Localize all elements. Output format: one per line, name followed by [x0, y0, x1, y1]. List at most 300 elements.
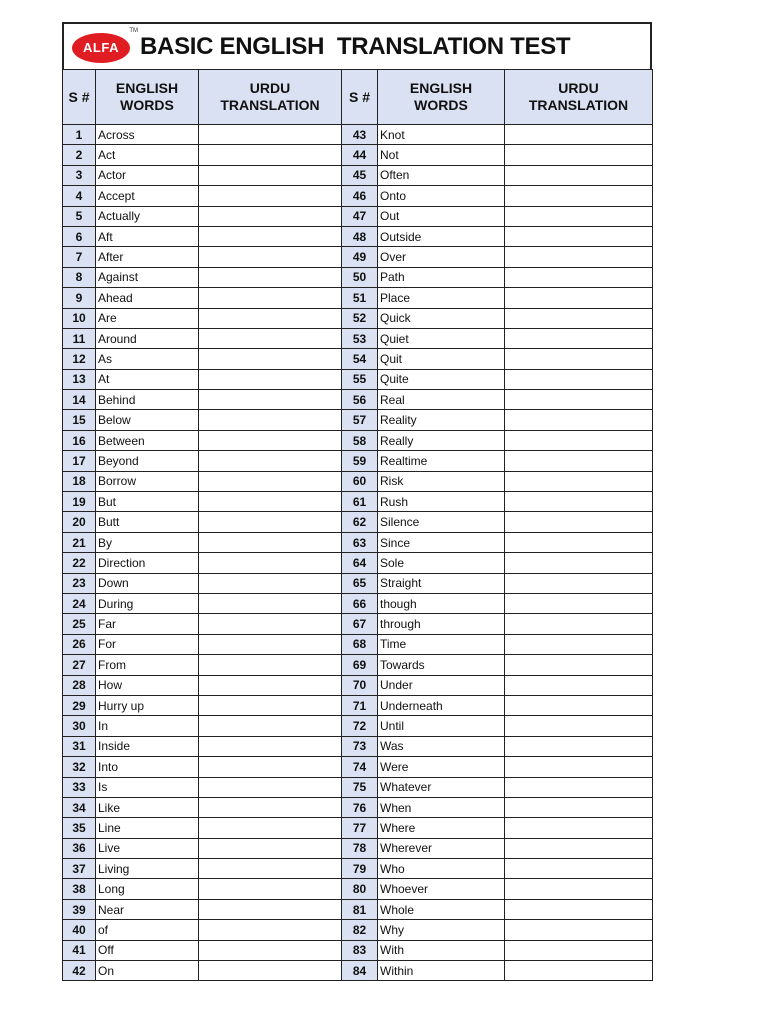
english-word-cell: When [378, 797, 505, 817]
english-word-cell: Whole [378, 899, 505, 919]
urdu-translation-cell[interactable] [199, 736, 342, 756]
serial-number-cell: 20 [63, 512, 96, 532]
english-word-cell: Into [96, 757, 199, 777]
english-word-cell: Against [96, 267, 199, 287]
header-urdu-left [199, 70, 342, 125]
serial-number-cell: 42 [63, 961, 96, 981]
serial-number-cell: 51 [342, 288, 378, 308]
serial-number-cell: 41 [63, 940, 96, 960]
header-english-line-1: ENGLISH [115, 80, 179, 96]
english-word-cell: Around [96, 328, 199, 348]
serial-number-cell: 47 [342, 206, 378, 226]
logo-trademark: TM [129, 27, 138, 34]
urdu-translation-cell[interactable] [199, 451, 342, 471]
english-word-cell: By [96, 532, 199, 552]
table-row [63, 492, 653, 512]
serial-number-cell: 39 [63, 899, 96, 919]
english-word-cell: Really [378, 430, 505, 450]
serial-number-cell: 15 [63, 410, 96, 430]
serial-number-cell: 60 [342, 471, 378, 491]
serial-number-cell: 17 [63, 451, 96, 471]
english-word-cell: Aft [96, 226, 199, 246]
header-urdu-line-1: URDU [558, 80, 599, 96]
title-bar [62, 22, 652, 69]
table-row [63, 797, 653, 817]
english-word-cell: With [378, 940, 505, 960]
urdu-translation-cell[interactable] [505, 675, 653, 695]
urdu-translation-cell[interactable] [505, 716, 653, 736]
english-word-cell: For [96, 634, 199, 654]
serial-number-cell: 5 [63, 206, 96, 226]
table-row [63, 288, 653, 308]
english-word-cell: Are [96, 308, 199, 328]
english-word-cell: Accept [96, 186, 199, 206]
english-word-cell: Quit [378, 349, 505, 369]
serial-number-cell: 62 [342, 512, 378, 532]
serial-number-cell: 63 [342, 532, 378, 552]
serial-number-cell: 29 [63, 695, 96, 715]
urdu-translation-cell[interactable] [505, 940, 653, 960]
urdu-translation-cell[interactable] [199, 492, 342, 512]
serial-number-cell: 24 [63, 593, 96, 613]
table-row [63, 675, 653, 695]
serial-number-cell: 73 [342, 736, 378, 756]
header-urdu-line-2: TRANSLATION [528, 97, 629, 113]
english-word-cell: Like [96, 797, 199, 817]
serial-number-cell: 58 [342, 430, 378, 450]
urdu-translation-cell[interactable] [199, 695, 342, 715]
serial-number-cell: 81 [342, 899, 378, 919]
english-word-cell: Knot [378, 125, 505, 145]
header-sn-left: S # [63, 70, 96, 125]
header-english-right [378, 70, 505, 125]
urdu-translation-cell[interactable] [199, 553, 342, 573]
urdu-translation-cell[interactable] [199, 186, 342, 206]
english-word-cell: though [378, 593, 505, 613]
header-english-line-2: WORDS [414, 97, 468, 113]
english-word-cell: Under [378, 675, 505, 695]
urdu-translation-cell[interactable] [199, 165, 342, 185]
english-word-cell: Beyond [96, 451, 199, 471]
serial-number-cell: 21 [63, 532, 96, 552]
urdu-translation-cell[interactable] [199, 206, 342, 226]
serial-number-cell: 43 [342, 125, 378, 145]
table-row [63, 634, 653, 654]
table-row [63, 328, 653, 348]
english-word-cell: Not [378, 145, 505, 165]
english-word-cell: Behind [96, 390, 199, 410]
urdu-translation-cell[interactable] [505, 757, 653, 777]
serial-number-cell: 77 [342, 818, 378, 838]
urdu-translation-cell[interactable] [505, 288, 653, 308]
serial-number-cell: 28 [63, 675, 96, 695]
header-sn-right: S # [342, 70, 378, 125]
table-row [63, 614, 653, 634]
table-row [63, 553, 653, 573]
urdu-translation-cell[interactable] [199, 349, 342, 369]
english-word-cell: After [96, 247, 199, 267]
table-row [63, 818, 653, 838]
table-row [63, 226, 653, 246]
table-row [63, 736, 653, 756]
english-word-cell: Outside [378, 226, 505, 246]
table-row [63, 247, 653, 267]
serial-number-cell: 22 [63, 553, 96, 573]
serial-number-cell: 84 [342, 961, 378, 981]
english-word-cell: Reality [378, 410, 505, 430]
english-word-cell: Between [96, 430, 199, 450]
table-row [63, 186, 653, 206]
table-row [63, 267, 653, 287]
table-row [63, 716, 653, 736]
serial-number-cell: 32 [63, 757, 96, 777]
english-word-cell: Within [378, 961, 505, 981]
urdu-translation-cell[interactable] [505, 267, 653, 287]
english-word-cell: In [96, 716, 199, 736]
serial-number-cell: 48 [342, 226, 378, 246]
urdu-translation-cell[interactable] [199, 879, 342, 899]
urdu-translation-cell[interactable] [199, 614, 342, 634]
table-row [63, 471, 653, 491]
english-word-cell: Place [378, 288, 505, 308]
english-word-cell: Inside [96, 736, 199, 756]
urdu-translation-cell[interactable] [199, 430, 342, 450]
table-header-row [63, 70, 653, 125]
header-english-line-1: ENGLISH [409, 80, 473, 96]
urdu-translation-cell[interactable] [199, 716, 342, 736]
table-row [63, 125, 653, 145]
english-word-cell: Living [96, 859, 199, 879]
urdu-translation-cell[interactable] [199, 369, 342, 389]
urdu-translation-cell[interactable] [199, 328, 342, 348]
table-row [63, 899, 653, 919]
urdu-translation-cell[interactable] [505, 125, 653, 145]
english-word-cell: Onto [378, 186, 505, 206]
english-word-cell: Quite [378, 369, 505, 389]
serial-number-cell: 83 [342, 940, 378, 960]
serial-number-cell: 27 [63, 655, 96, 675]
serial-number-cell: 68 [342, 634, 378, 654]
urdu-translation-cell[interactable] [199, 247, 342, 267]
english-word-cell: Line [96, 818, 199, 838]
serial-number-cell: 13 [63, 369, 96, 389]
urdu-translation-cell[interactable] [505, 614, 653, 634]
english-word-cell: Quick [378, 308, 505, 328]
urdu-translation-cell[interactable] [505, 573, 653, 593]
english-word-cell: Often [378, 165, 505, 185]
page-title: BASIC ENGLISH TRANSLATION TEST [140, 32, 571, 60]
serial-number-cell: 44 [342, 145, 378, 165]
urdu-translation-cell[interactable] [505, 879, 653, 899]
urdu-translation-cell[interactable] [505, 553, 653, 573]
serial-number-cell: 54 [342, 349, 378, 369]
serial-number-cell: 31 [63, 736, 96, 756]
urdu-translation-cell[interactable] [505, 247, 653, 267]
serial-number-cell: 19 [63, 492, 96, 512]
english-word-cell: Silence [378, 512, 505, 532]
urdu-translation-cell[interactable] [505, 226, 653, 246]
serial-number-cell: 1 [63, 125, 96, 145]
serial-number-cell: 82 [342, 920, 378, 940]
urdu-translation-cell[interactable] [505, 369, 653, 389]
english-word-cell: Far [96, 614, 199, 634]
serial-number-cell: 35 [63, 818, 96, 838]
urdu-translation-cell[interactable] [505, 859, 653, 879]
urdu-translation-cell[interactable] [505, 961, 653, 981]
urdu-translation-cell[interactable] [199, 634, 342, 654]
serial-number-cell: 59 [342, 451, 378, 471]
urdu-translation-cell[interactable] [505, 165, 653, 185]
english-word-cell: of [96, 920, 199, 940]
serial-number-cell: 65 [342, 573, 378, 593]
serial-number-cell: 74 [342, 757, 378, 777]
urdu-translation-cell[interactable] [199, 818, 342, 838]
english-word-cell: Sole [378, 553, 505, 573]
english-word-cell: Ahead [96, 288, 199, 308]
table-row [63, 308, 653, 328]
urdu-translation-cell[interactable] [199, 655, 342, 675]
table-row [63, 695, 653, 715]
serial-number-cell: 57 [342, 410, 378, 430]
urdu-translation-cell[interactable] [505, 492, 653, 512]
urdu-translation-cell[interactable] [505, 818, 653, 838]
english-word-cell: But [96, 492, 199, 512]
english-word-cell: Underneath [378, 695, 505, 715]
urdu-translation-cell[interactable] [199, 675, 342, 695]
serial-number-cell: 55 [342, 369, 378, 389]
urdu-translation-cell[interactable] [199, 899, 342, 919]
urdu-translation-cell[interactable] [505, 777, 653, 797]
english-word-cell: Until [378, 716, 505, 736]
word-table [62, 69, 653, 981]
urdu-translation-cell[interactable] [505, 308, 653, 328]
serial-number-cell: 79 [342, 859, 378, 879]
serial-number-cell: 75 [342, 777, 378, 797]
serial-number-cell: 76 [342, 797, 378, 817]
english-word-cell: Were [378, 757, 505, 777]
english-word-cell: During [96, 593, 199, 613]
serial-number-cell: 7 [63, 247, 96, 267]
serial-number-cell: 50 [342, 267, 378, 287]
english-word-cell: Time [378, 634, 505, 654]
urdu-translation-cell[interactable] [505, 390, 653, 410]
table-row [63, 757, 653, 777]
english-word-cell: Live [96, 838, 199, 858]
urdu-translation-cell[interactable] [505, 410, 653, 430]
english-word-cell: Act [96, 145, 199, 165]
urdu-translation-cell[interactable] [199, 471, 342, 491]
table-row [63, 532, 653, 552]
serial-number-cell: 80 [342, 879, 378, 899]
table-row [63, 145, 653, 165]
english-word-cell: Wherever [378, 838, 505, 858]
urdu-translation-cell[interactable] [199, 288, 342, 308]
urdu-translation-cell[interactable] [505, 328, 653, 348]
english-word-cell: At [96, 369, 199, 389]
english-word-cell: Over [378, 247, 505, 267]
serial-number-cell: 45 [342, 165, 378, 185]
english-word-cell: As [96, 349, 199, 369]
english-word-cell: Was [378, 736, 505, 756]
table-row [63, 430, 653, 450]
table-row [63, 512, 653, 532]
table-row [63, 410, 653, 430]
serial-number-cell: 66 [342, 593, 378, 613]
header-urdu-line-2: TRANSLATION [220, 97, 320, 113]
table-row [63, 838, 653, 858]
table-row [63, 879, 653, 899]
table-row [63, 655, 653, 675]
english-word-cell: Path [378, 267, 505, 287]
english-word-cell: Rush [378, 492, 505, 512]
urdu-translation-cell[interactable] [505, 736, 653, 756]
serial-number-cell: 4 [63, 186, 96, 206]
english-word-cell: Actor [96, 165, 199, 185]
urdu-translation-cell[interactable] [199, 125, 342, 145]
english-word-cell: Out [378, 206, 505, 226]
serial-number-cell: 10 [63, 308, 96, 328]
serial-number-cell: 25 [63, 614, 96, 634]
serial-number-cell: 36 [63, 838, 96, 858]
serial-number-cell: 61 [342, 492, 378, 512]
serial-number-cell: 72 [342, 716, 378, 736]
translation-test-sheet [62, 22, 652, 981]
serial-number-cell: 70 [342, 675, 378, 695]
urdu-translation-cell[interactable] [199, 573, 342, 593]
urdu-translation-cell[interactable] [505, 797, 653, 817]
header-urdu-right [505, 70, 653, 125]
english-word-cell: Quiet [378, 328, 505, 348]
urdu-translation-cell[interactable] [505, 532, 653, 552]
header-english-left [96, 70, 199, 125]
table-row [63, 593, 653, 613]
urdu-translation-cell[interactable] [505, 349, 653, 369]
serial-number-cell: 3 [63, 165, 96, 185]
urdu-translation-cell[interactable] [199, 940, 342, 960]
english-word-cell: How [96, 675, 199, 695]
urdu-translation-cell[interactable] [199, 797, 342, 817]
serial-number-cell: 16 [63, 430, 96, 450]
urdu-translation-cell[interactable] [505, 634, 653, 654]
urdu-translation-cell[interactable] [199, 410, 342, 430]
urdu-translation-cell[interactable] [199, 308, 342, 328]
urdu-translation-cell[interactable] [199, 838, 342, 858]
table-row [63, 940, 653, 960]
alfa-logo [72, 27, 138, 63]
header-urdu-line-1: URDU [249, 80, 291, 96]
urdu-translation-cell[interactable] [199, 920, 342, 940]
table-row [63, 206, 653, 226]
english-word-cell: From [96, 655, 199, 675]
serial-number-cell: 49 [342, 247, 378, 267]
urdu-translation-cell[interactable] [505, 899, 653, 919]
urdu-translation-cell[interactable] [505, 655, 653, 675]
urdu-translation-cell[interactable] [199, 512, 342, 532]
urdu-translation-cell[interactable] [199, 593, 342, 613]
urdu-translation-cell[interactable] [505, 593, 653, 613]
urdu-translation-cell[interactable] [199, 859, 342, 879]
urdu-translation-cell[interactable] [505, 695, 653, 715]
urdu-translation-cell[interactable] [199, 961, 342, 981]
english-word-cell: Hurry up [96, 695, 199, 715]
serial-number-cell: 40 [63, 920, 96, 940]
serial-number-cell: 52 [342, 308, 378, 328]
serial-number-cell: 69 [342, 655, 378, 675]
urdu-translation-cell[interactable] [199, 226, 342, 246]
urdu-translation-cell[interactable] [199, 267, 342, 287]
english-word-cell: Real [378, 390, 505, 410]
table-body [63, 125, 653, 981]
english-word-cell: Whatever [378, 777, 505, 797]
serial-number-cell: 18 [63, 471, 96, 491]
serial-number-cell: 23 [63, 573, 96, 593]
english-word-cell: Realtime [378, 451, 505, 471]
urdu-translation-cell[interactable] [505, 838, 653, 858]
serial-number-cell: 67 [342, 614, 378, 634]
urdu-translation-cell[interactable] [505, 920, 653, 940]
table-row [63, 920, 653, 940]
table-row [63, 451, 653, 471]
serial-number-cell: 64 [342, 553, 378, 573]
urdu-translation-cell[interactable] [505, 471, 653, 491]
urdu-translation-cell[interactable] [199, 390, 342, 410]
serial-number-cell: 53 [342, 328, 378, 348]
serial-number-cell: 78 [342, 838, 378, 858]
urdu-translation-cell[interactable] [505, 186, 653, 206]
serial-number-cell: 2 [63, 145, 96, 165]
serial-number-cell: 46 [342, 186, 378, 206]
urdu-translation-cell[interactable] [505, 512, 653, 532]
table-row [63, 165, 653, 185]
urdu-translation-cell[interactable] [505, 206, 653, 226]
english-word-cell: Butt [96, 512, 199, 532]
serial-number-cell: 11 [63, 328, 96, 348]
english-word-cell: Down [96, 573, 199, 593]
english-word-cell: On [96, 961, 199, 981]
table-row [63, 777, 653, 797]
urdu-translation-cell[interactable] [505, 145, 653, 165]
serial-number-cell: 30 [63, 716, 96, 736]
english-word-cell: Borrow [96, 471, 199, 491]
serial-number-cell: 33 [63, 777, 96, 797]
english-word-cell: Long [96, 879, 199, 899]
english-word-cell: Towards [378, 655, 505, 675]
urdu-translation-cell[interactable] [505, 451, 653, 471]
english-word-cell: Across [96, 125, 199, 145]
serial-number-cell: 9 [63, 288, 96, 308]
table-row [63, 390, 653, 410]
urdu-translation-cell[interactable] [199, 777, 342, 797]
urdu-translation-cell[interactable] [199, 145, 342, 165]
serial-number-cell: 71 [342, 695, 378, 715]
table-row [63, 961, 653, 981]
english-word-cell: Off [96, 940, 199, 960]
english-word-cell: Near [96, 899, 199, 919]
english-word-cell: Risk [378, 471, 505, 491]
urdu-translation-cell[interactable] [199, 532, 342, 552]
serial-number-cell: 34 [63, 797, 96, 817]
serial-number-cell: 37 [63, 859, 96, 879]
english-word-cell: Whoever [378, 879, 505, 899]
urdu-translation-cell[interactable] [505, 430, 653, 450]
logo-oval: ALFA [72, 33, 130, 63]
table-row [63, 859, 653, 879]
serial-number-cell: 12 [63, 349, 96, 369]
english-word-cell: Actually [96, 206, 199, 226]
urdu-translation-cell[interactable] [199, 757, 342, 777]
serial-number-cell: 6 [63, 226, 96, 246]
serial-number-cell: 14 [63, 390, 96, 410]
